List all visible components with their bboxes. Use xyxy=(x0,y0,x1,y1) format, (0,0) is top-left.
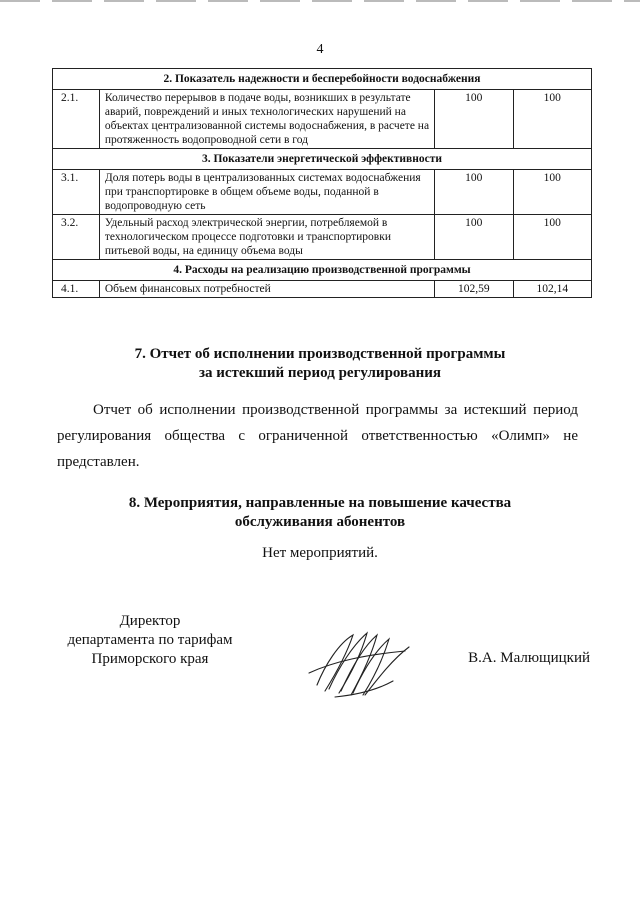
indicators-table xyxy=(52,68,592,298)
handwritten-signature xyxy=(305,625,415,700)
paragraph-line3: представлен. xyxy=(57,454,140,470)
signatory-title xyxy=(40,612,260,669)
row-number: 3.2. xyxy=(53,215,100,260)
row-value-1: 100 xyxy=(435,90,513,149)
section7-paragraph xyxy=(57,397,578,475)
paragraph-line2: регулирования общества с ограниченной ответственностью «Олимп» не xyxy=(57,428,578,444)
row-number: 3.1. xyxy=(53,170,100,215)
table-row xyxy=(53,90,592,149)
table-row xyxy=(53,281,592,298)
table-section-header xyxy=(53,260,592,281)
table-row xyxy=(53,215,592,260)
section8-heading-line1: 8. Мероприятия, направленные на повышение качества xyxy=(128,495,512,511)
section7-heading-line2: за истекший период регулирования xyxy=(198,365,442,381)
row-value-2: 100 xyxy=(513,90,591,149)
row-name: Удельный расход электрической энергии, потребляемой в технологическом процессе подготовки и транспортировки питьевой воды, на единицу объема воды xyxy=(99,215,434,260)
signatory-title-line2: департамента по тарифам xyxy=(67,632,233,648)
table-section-header xyxy=(53,149,592,170)
section8-text: Нет мероприятий. xyxy=(262,545,378,561)
scan-top-edge xyxy=(0,0,640,2)
row-number: 2.1. xyxy=(53,90,100,149)
row-name: Объем финансовых потребностей xyxy=(99,281,434,298)
row-value-1: 102,59 xyxy=(435,281,513,298)
row-value-1: 100 xyxy=(435,215,513,260)
section8-heading xyxy=(0,494,640,532)
row-value-2: 102,14 xyxy=(513,281,591,298)
row-name: Доля потерь воды в централизованных системах водоснабжения при транспортировке в общем объеме воды, поданной в водопроводную сеть xyxy=(99,170,434,215)
table-row xyxy=(53,170,592,215)
row-name: Количество перерывов в подаче воды, возникших в результате аварий, повреждений и иных технологических нарушений на объектах централизованной системы водоснабжения, в расчете на протяженность водопроводной сети в год xyxy=(99,90,434,149)
signatory-title-line3: Приморского края xyxy=(91,651,209,667)
paragraph-line1: Отчет об исполнении производственной программы за истекший период xyxy=(93,402,578,418)
row-value-2: 100 xyxy=(513,215,591,260)
section-title: 4. Расходы на реализацию производственной программы xyxy=(53,260,592,281)
section8-heading-line2: обслуживания абонентов xyxy=(234,514,406,530)
section-title: 2. Показатель надежности и бесперебойности водоснабжения xyxy=(53,69,592,90)
row-number: 4.1. xyxy=(53,281,100,298)
table-section-header xyxy=(53,69,592,90)
section-title: 3. Показатели энергетической эффективности xyxy=(53,149,592,170)
row-value-2: 100 xyxy=(513,170,591,215)
signatory-name: В.А. Малющицкий xyxy=(468,650,590,666)
section7-heading-line1: 7. Отчет об исполнении производственной программы xyxy=(134,346,506,362)
page-number: 4 xyxy=(316,42,324,57)
row-value-1: 100 xyxy=(435,170,513,215)
signatory-title-line1: Директор xyxy=(119,613,181,629)
section7-heading xyxy=(0,345,640,383)
